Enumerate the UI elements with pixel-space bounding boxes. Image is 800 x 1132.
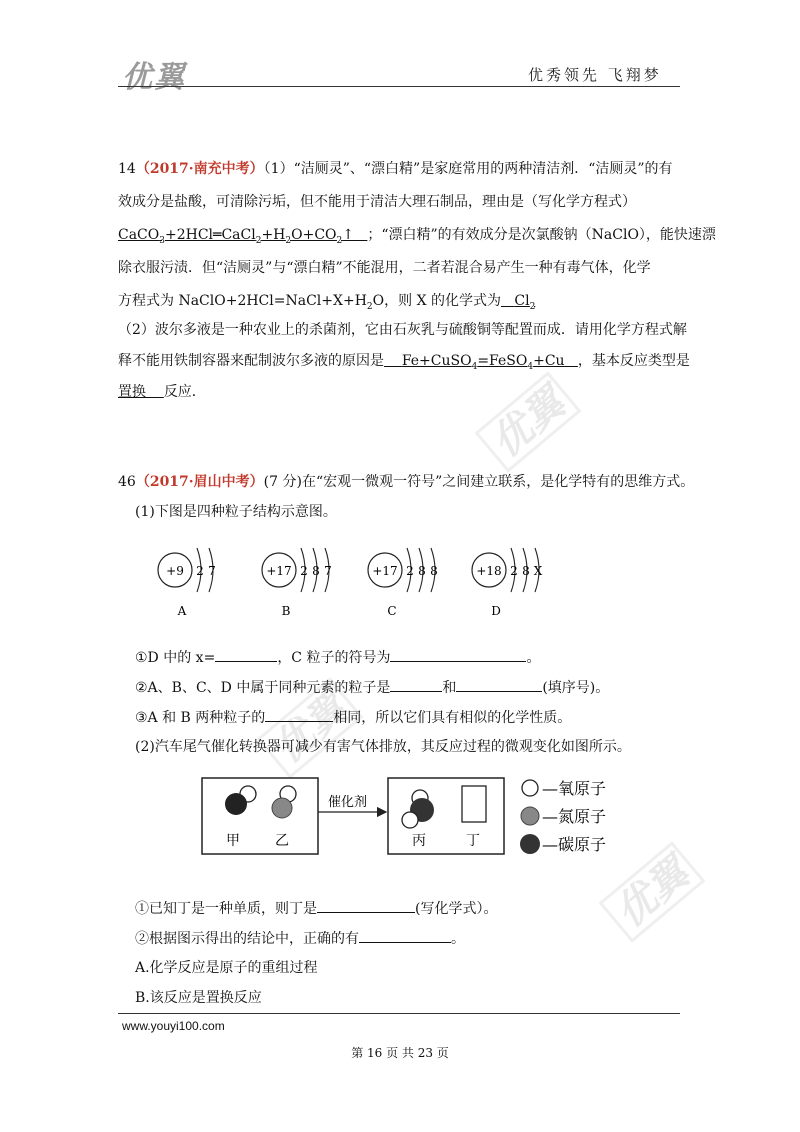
shell-electrons: X bbox=[533, 564, 543, 578]
watermark-3: 优翼 bbox=[606, 849, 698, 937]
q14-line-5: 方程式为 $NaClO+2HCl=NaCl+X+H_2O$，则 X 的化学式为 $Cl_2$ bbox=[118, 293, 536, 312]
svg-text:催化剂: 催化剂 bbox=[328, 795, 368, 810]
shell-electrons: 7 bbox=[324, 564, 332, 578]
shell-electrons: 2 bbox=[406, 564, 414, 578]
shell-electrons: 8 bbox=[430, 564, 438, 578]
q14-line-2: 效成分是盐酸，可清除污垢，但不能用于清洁大理石制品，理由是（写化学方程式） bbox=[118, 194, 636, 210]
q14-answer-equation: $CaCO_3+2HCl═CaCl_2+H_2O+CO_2↑$ bbox=[118, 227, 354, 246]
q14-line-4: 除衣服污渍．但“洁厕灵”与“漂白精”不能混用，二者若混合易产生一种有毒气体，化学 bbox=[118, 260, 651, 276]
reaction-diagram bbox=[200, 772, 645, 862]
footer-rule bbox=[118, 1013, 680, 1014]
atom-label: B bbox=[281, 604, 291, 618]
reactant-box bbox=[202, 778, 318, 854]
atom-label: C bbox=[387, 604, 397, 618]
atom-D bbox=[472, 548, 543, 618]
atom-label: A bbox=[177, 604, 187, 618]
q14-answer-type: 置换 bbox=[118, 384, 146, 400]
watermark-1: 优翼 bbox=[482, 379, 574, 467]
q14-line-7: 释不能用铁制容器来配制波尔多液的原因是 Fe+CuSO$_4$=FeSO$_4$+Cu ，基本反应类型是 bbox=[118, 353, 690, 372]
nucleus-charge: +17 bbox=[372, 564, 398, 578]
svg-text:—氧原子: —氧原子 bbox=[542, 779, 607, 798]
shell-electrons: 2 bbox=[196, 564, 204, 578]
svg-text:丁: 丁 bbox=[466, 833, 480, 849]
q46-line-1: 46（2017·眉山中考）(7 分)在“宏观一微观一符号”之间建立联系，是化学特有的思维方式。 bbox=[118, 474, 695, 490]
logo: 优翼 bbox=[122, 60, 186, 95]
watermark-frame-1 bbox=[475, 371, 582, 473]
q46-part-2: (2)汽车尾气催化转换器可减少有害气体排放，其反应过程的微观变化如图所示。 bbox=[135, 739, 631, 755]
nucleus-charge: +17 bbox=[266, 564, 292, 578]
q46-sub-1: ①D 中的 x= ，C 粒子的符号为 。 bbox=[135, 647, 540, 668]
q14-line-8: 置换 反应． bbox=[118, 384, 206, 400]
footer-url: www.youyi100.com bbox=[122, 1019, 225, 1033]
q14-answer-x: $Cl_2$ bbox=[514, 293, 536, 312]
q14-answer-equation-2: Fe+CuSO$_4$=FeSO$_4$+Cu bbox=[401, 353, 565, 372]
option-b: B.该反应是置换反应 bbox=[135, 990, 262, 1006]
page-number: 第 16 页 共 23 页 bbox=[351, 1046, 449, 1060]
shell-electrons: 7 bbox=[208, 564, 216, 578]
shell-electrons: 2 bbox=[300, 564, 308, 578]
watermark-2: 优翼 bbox=[264, 685, 356, 773]
shell-electrons: 8 bbox=[418, 564, 426, 578]
svg-text:甲: 甲 bbox=[226, 833, 240, 849]
atom-B bbox=[262, 548, 332, 618]
nucleus-charge: +9 bbox=[166, 564, 184, 578]
option-a: A.化学反应是原子的重组过程 bbox=[135, 960, 318, 976]
header-rule bbox=[118, 86, 680, 87]
svg-text:丙: 丙 bbox=[412, 833, 426, 849]
q14-line-1: 14（2017·南充中考）（1）“洁厕灵”、“漂白精”是家庭常用的两种清洁剂．“洁厕灵”的有 bbox=[118, 161, 673, 177]
svg-text:—碳原子: —碳原子 bbox=[542, 835, 607, 854]
header-slogan: 优秀领先 飞翔梦 bbox=[528, 66, 662, 84]
q46-sub-3: ③A 和 B 两种粒子的 相同，所以它们具有相似的化学性质。 bbox=[135, 707, 571, 728]
nucleus-charge: +18 bbox=[476, 564, 502, 578]
atom-structure-diagram bbox=[140, 535, 580, 625]
svg-text:乙: 乙 bbox=[275, 833, 289, 849]
shell-electrons: 2 bbox=[510, 564, 518, 578]
shell-electrons: 8 bbox=[312, 564, 320, 578]
q46-sub-2: ②A、B、C、D 中属于同种元素的粒子是 和 (填序号)。 bbox=[135, 677, 609, 698]
atom-A bbox=[158, 548, 216, 618]
svg-text:—氮原子: —氮原子 bbox=[542, 807, 607, 826]
q46-part-2-sub-1: ①已知丁是一种单质，则丁是 (写化学式）。 bbox=[135, 898, 497, 919]
atom-label: D bbox=[491, 604, 501, 618]
q14-line-3: $CaCO_3+2HCl═CaCl_2+H_2O+CO_2↑$ ；“漂白精”的有效成分是次氯酸钠（NaClO），能快速漂 bbox=[118, 227, 716, 246]
q46-part-2-sub-2: ②根据图示得出的结论中，正确的有 。 bbox=[135, 928, 465, 949]
atom-C bbox=[368, 548, 438, 618]
q46-line-2: (1)下图是四种粒子结构示意图。 bbox=[135, 504, 337, 520]
shell-electrons: 8 bbox=[522, 564, 530, 578]
q14-line-6: （2）波尔多液是一种农业上的杀菌剂，它由石灰乳与硫酸铜等配置而成．请用化学方程式解 bbox=[118, 322, 687, 338]
